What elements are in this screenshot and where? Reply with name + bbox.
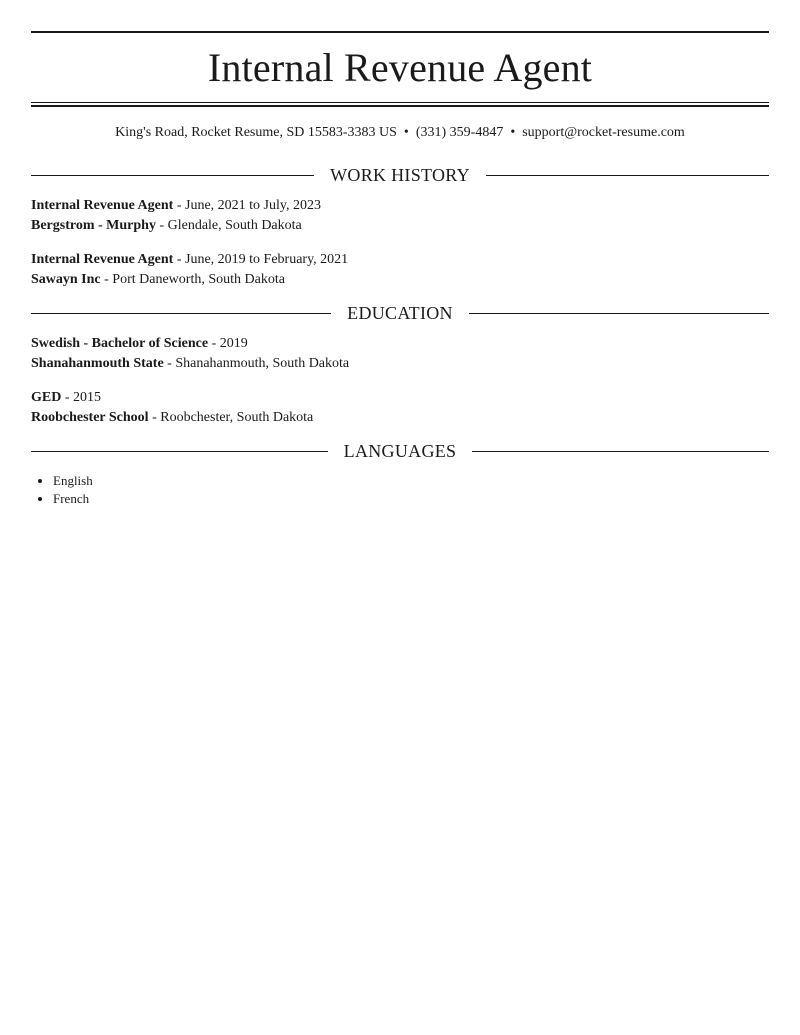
education-heading xyxy=(31,302,769,324)
language-item: • French xyxy=(53,490,93,508)
work-entry xyxy=(31,250,769,290)
section-rule xyxy=(472,451,769,452)
job-dates: - June, 2021 to July, 2023 xyxy=(173,198,321,213)
degree-year: - 2015 xyxy=(61,390,102,405)
language-item: • English xyxy=(53,472,93,490)
degree-name: GED xyxy=(31,390,62,405)
work-entry xyxy=(31,196,769,236)
languages-list xyxy=(31,472,93,508)
section-rule xyxy=(31,313,331,314)
languages-heading xyxy=(31,440,769,462)
education-degree-line xyxy=(31,388,769,408)
job-title: Internal Revenue Agent xyxy=(31,252,174,267)
education-entry xyxy=(31,334,769,374)
header-rule-thick xyxy=(31,105,769,107)
contact-email: support@rocket-resume.com xyxy=(522,125,685,140)
contact-address: King's Road, Rocket Resume, SD 15583-3383 US xyxy=(115,125,397,140)
education-school-line xyxy=(31,354,769,374)
degree-year: - 2019 xyxy=(208,336,248,351)
degree-name: Swedish - Bachelor of Science xyxy=(31,336,209,351)
school-name: Roobchester School xyxy=(31,410,149,425)
work-entry-company-line xyxy=(31,270,769,290)
education-school-line xyxy=(31,408,769,428)
company-name: Bergstrom - Murphy xyxy=(31,218,156,233)
contact-separator: • xyxy=(510,125,516,140)
job-dates: - June, 2019 to February, 2021 xyxy=(173,252,349,267)
work-entry-role-line xyxy=(31,196,769,216)
education-degree-line xyxy=(31,334,769,354)
top-rule xyxy=(31,31,769,33)
school-location: - Shanahanmouth, South Dakota xyxy=(163,356,350,371)
company-location: - Port Daneworth, South Dakota xyxy=(100,272,285,287)
contact-separator: • xyxy=(403,125,409,140)
section-title: EDUCATION xyxy=(347,303,453,323)
contact-phone: (331) 359-4847 xyxy=(415,125,504,140)
work-entry-role-line xyxy=(31,250,769,270)
contact-line xyxy=(31,124,769,142)
school-location: - Roobchester, South Dakota xyxy=(148,410,314,425)
job-title: Internal Revenue Agent xyxy=(31,198,174,213)
work-entry-company-line xyxy=(31,216,769,236)
school-name: Shanahanmouth State xyxy=(31,356,164,371)
section-rule xyxy=(469,313,769,314)
section-title: LANGUAGES xyxy=(343,441,457,461)
company-name: Sawayn Inc xyxy=(31,272,101,287)
section-title: WORK HISTORY xyxy=(330,165,470,185)
header-rule-thin xyxy=(31,102,769,103)
company-location: - Glendale, South Dakota xyxy=(155,218,302,233)
resume-title: Internal Revenue Agent xyxy=(207,45,593,90)
work-history-heading xyxy=(31,164,769,186)
section-rule xyxy=(486,175,769,176)
education-entry xyxy=(31,388,769,428)
section-rule xyxy=(31,451,328,452)
section-rule xyxy=(31,175,314,176)
